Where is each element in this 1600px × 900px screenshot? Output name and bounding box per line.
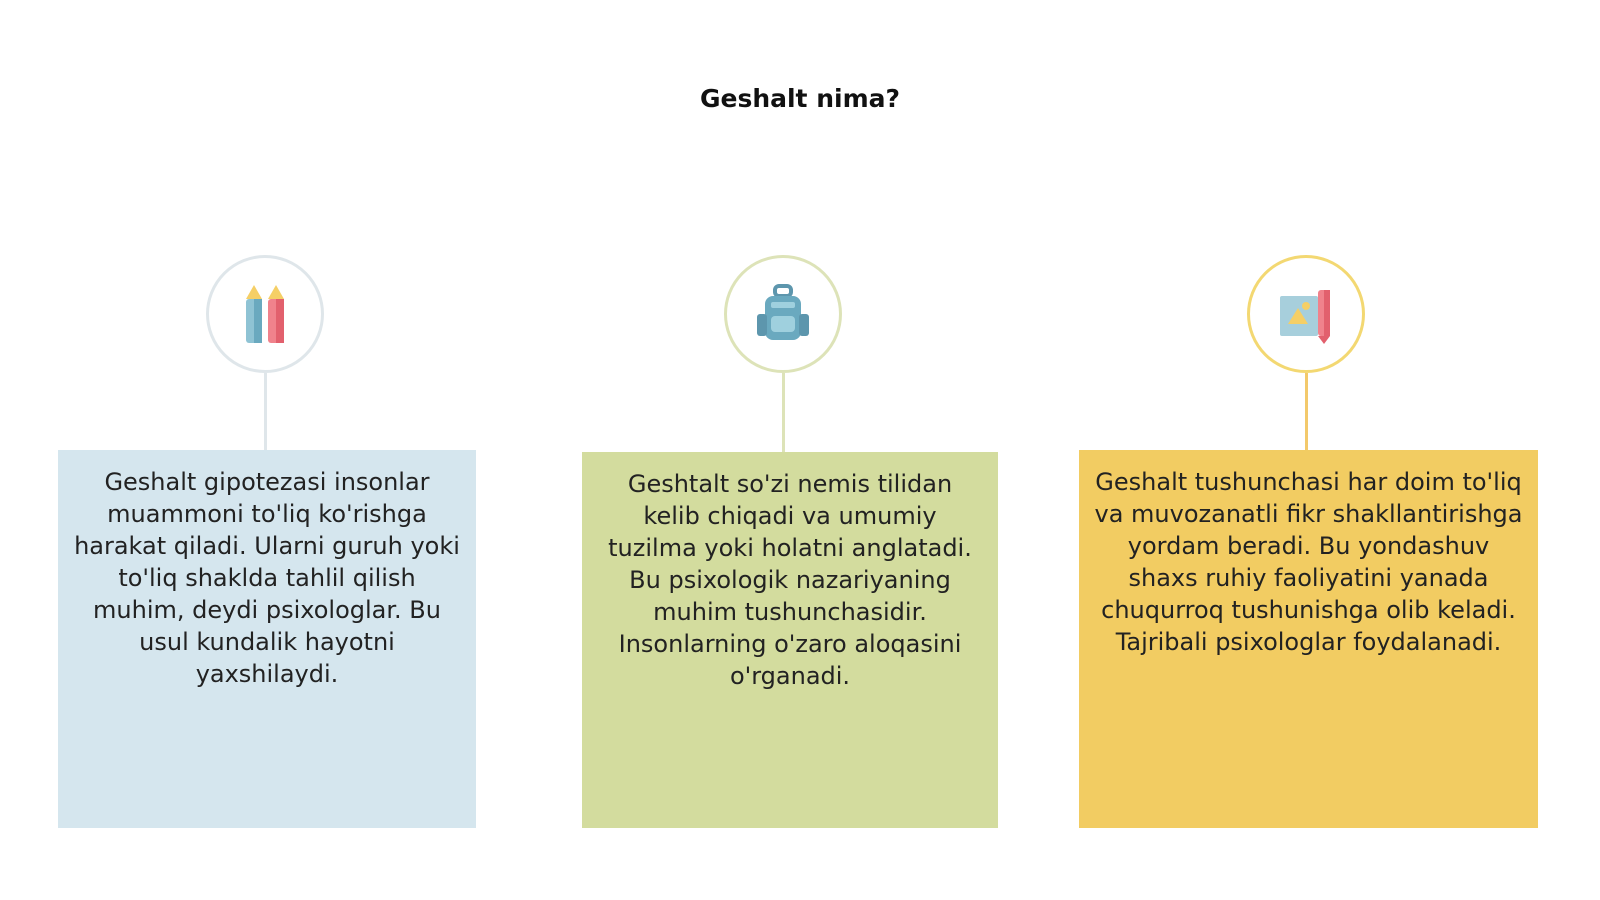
info-card-2 xyxy=(582,452,998,828)
icon-circle-1 xyxy=(206,255,324,373)
info-card-text: Geshtalt so'zi nemis tilidan kelib chiqadi va umumiy tuzilma yoki holatni anglatadi. Bu psixologik nazariyaning muhim tushunchasidir. Insonlarning o'zaro aloqasini o'rganadi. xyxy=(608,470,972,690)
icon-circle-3 xyxy=(1247,255,1365,373)
info-card-text: Geshalt gipotezasi insonlar muammoni to'liq ko'rishga harakat qiladi. Ularni guruh yoki to'liq shaklda tahlil qilish muhim, deydi psixologlar. Bu usul kundalik hayotni yaxshilaydi. xyxy=(74,468,460,688)
info-card-3 xyxy=(1079,450,1538,828)
info-card-text: Geshalt tushunchasi har doim to'liq va muvozanatli fikr shakllantirishga yordam beradi. Bu yondashuv shaxs ruhiy faoliyatini yanada chuqurroq tushunishga olib keladi. Tajribali psixologlar foydalanadi. xyxy=(1094,468,1523,656)
icon-circle-2 xyxy=(724,255,842,373)
connector-line-2 xyxy=(782,373,785,452)
pencils-icon xyxy=(235,279,295,349)
connector-line-3 xyxy=(1305,373,1308,450)
connector-line-1 xyxy=(264,373,267,450)
drawing-icon xyxy=(1274,282,1338,346)
backpack-icon xyxy=(751,282,815,346)
page-title: Geshalt nima? xyxy=(699,84,901,113)
info-card-1 xyxy=(58,450,476,828)
